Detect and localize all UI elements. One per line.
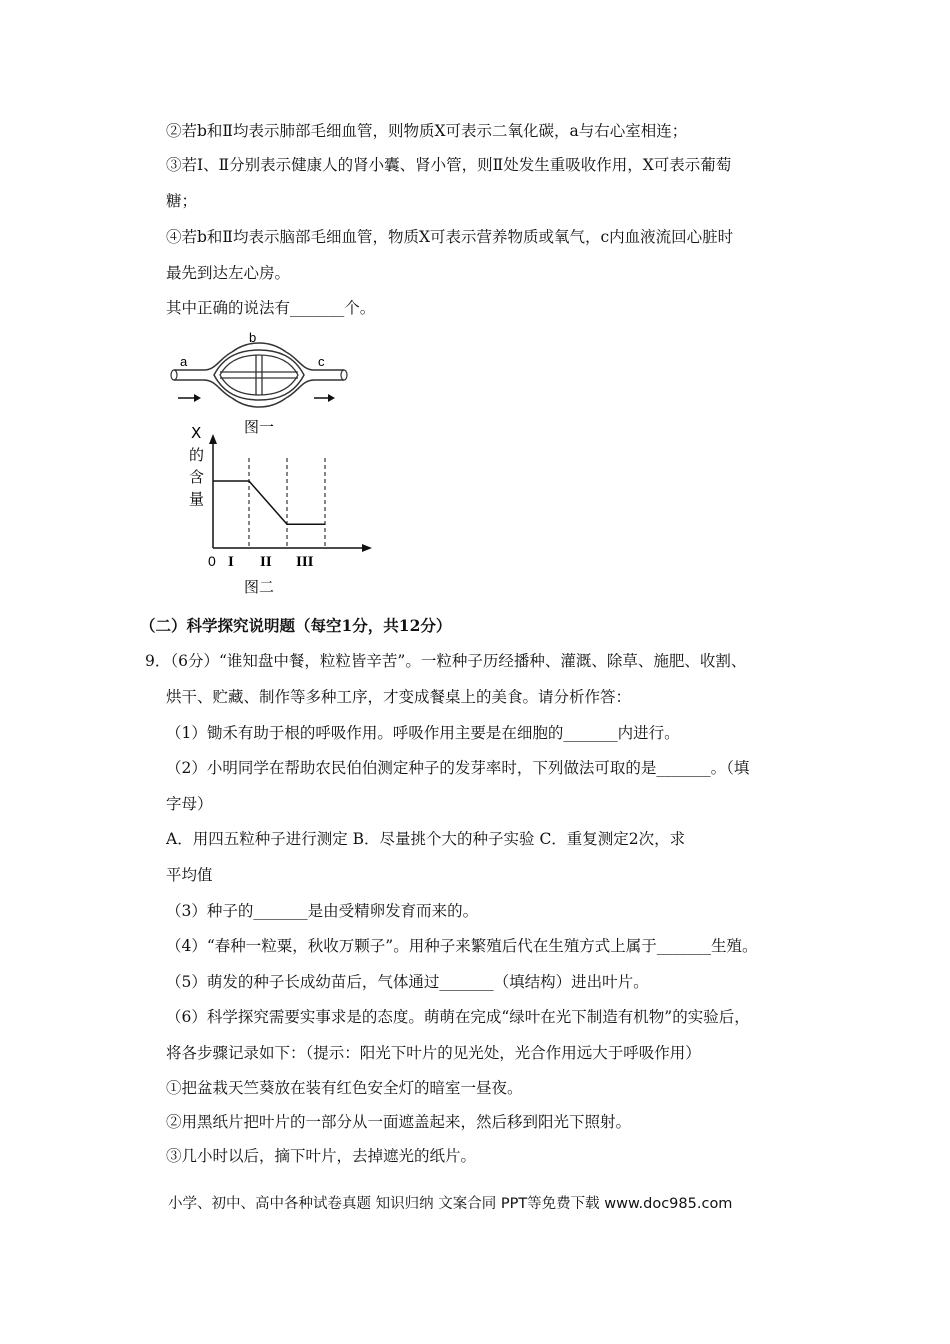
origin-label: 0 <box>208 553 216 569</box>
statement-3-cont: 糖； <box>166 192 198 210</box>
question-prompt: 其中正确的说法有_______个。 <box>166 299 376 317</box>
figure-1-caption: 图一 <box>244 418 275 436</box>
q9-sub-1: （1）锄禾有助于根的呼吸作用。呼吸作用主要是在细胞的_______内进行。 <box>166 724 680 742</box>
q9-sub-4: （4）“春种一粒粟，秋收万颗子”。用种子来繁殖后代在生殖方式上属于_______生殖。 <box>166 937 758 955</box>
q9-line-1: 9．（6分）“谁知盘中餐，粒粒皆辛苦”。一粒种子历经播种、灌溉、除草、施肥、收割、 <box>145 652 747 670</box>
stage-1-label: I <box>228 554 234 570</box>
q9-sub-6: （6）科学探究需要实事求是的态度。萌萌在完成“绿叶在光下制造有机物”的实验后， <box>166 1008 750 1026</box>
label-b: b <box>249 330 257 345</box>
q9-options: A．用四五粒种子进行测定 B．尽量挑个大的种子实验 C．重复测定2次，求 <box>166 830 686 848</box>
y-label-char-4: 量 <box>189 490 205 508</box>
statement-4-cont: 最先到达左心房。 <box>166 264 291 282</box>
y-label-char-1: X <box>191 424 202 442</box>
y-label-char-2: 的 <box>189 446 205 464</box>
q9-sub-2-cont: 字母） <box>166 795 213 813</box>
q9-step-2: ②用黑纸片把叶片的一部分从一面遮盖起来，然后移到阳光下照射。 <box>166 1113 632 1131</box>
q9-step-1: ①把盆栽天竺葵放在装有红色安全灯的暗室一昼夜。 <box>166 1079 523 1097</box>
statement-4: ④若b和Ⅱ均表示脑部毛细血管，物质X可表示营养物质或氧气，c内血液流回心脏时 <box>166 228 734 246</box>
figure-2-graph <box>186 420 386 600</box>
statement-3: ③若Ⅰ、Ⅱ分别表示健康人的肾小囊、肾小管，则Ⅱ处发生重吸收作用，X可表示葡萄 <box>166 156 732 174</box>
footer-text: 小学、初中、高中各种试卷真题 知识归纳 文案合同 PPT等免费下载 www.doc985.com <box>168 1196 733 1212</box>
q9-sub-3: （3）种子的_______是由受精卵发育而来的。 <box>166 902 479 920</box>
y-label-char-3: 含 <box>189 468 205 486</box>
x-content-line <box>213 481 325 524</box>
q9-sub-6-cont: 将各步骤记录如下：（提示：阳光下叶片的见光处，光合作用远大于呼吸作用） <box>166 1044 701 1062</box>
q9-options-cont: 平均值 <box>166 866 213 884</box>
stage-2-label: II <box>260 554 272 570</box>
stage-3-label: III <box>296 554 314 570</box>
statement-2: ②若b和Ⅱ均表示肺部毛细血管，则物质X可表示二氧化碳，a与右心室相连； <box>166 122 688 140</box>
q9-step-3: ③几小时以后，摘下叶片，去掉遮光的纸片。 <box>166 1147 477 1165</box>
label-a: a <box>180 354 188 369</box>
q9-sub-2: （2）小明同学在帮助农民伯伯测定种子的发芽率时，下列做法可取的是_______。（填 <box>166 759 750 777</box>
q9-line-2: 烘干、贮藏、制作等多种工序，才变成餐桌上的美食。请分析作答： <box>166 688 632 706</box>
label-c: c <box>318 354 325 369</box>
figure-2-caption: 图二 <box>244 578 275 596</box>
q9-sub-5: （5）萌发的种子长成幼苗后，气体通过_______（填结构）进出叶片。 <box>166 973 649 991</box>
section-title: （二）科学探究说明题（每空1分，共12分） <box>140 616 452 635</box>
